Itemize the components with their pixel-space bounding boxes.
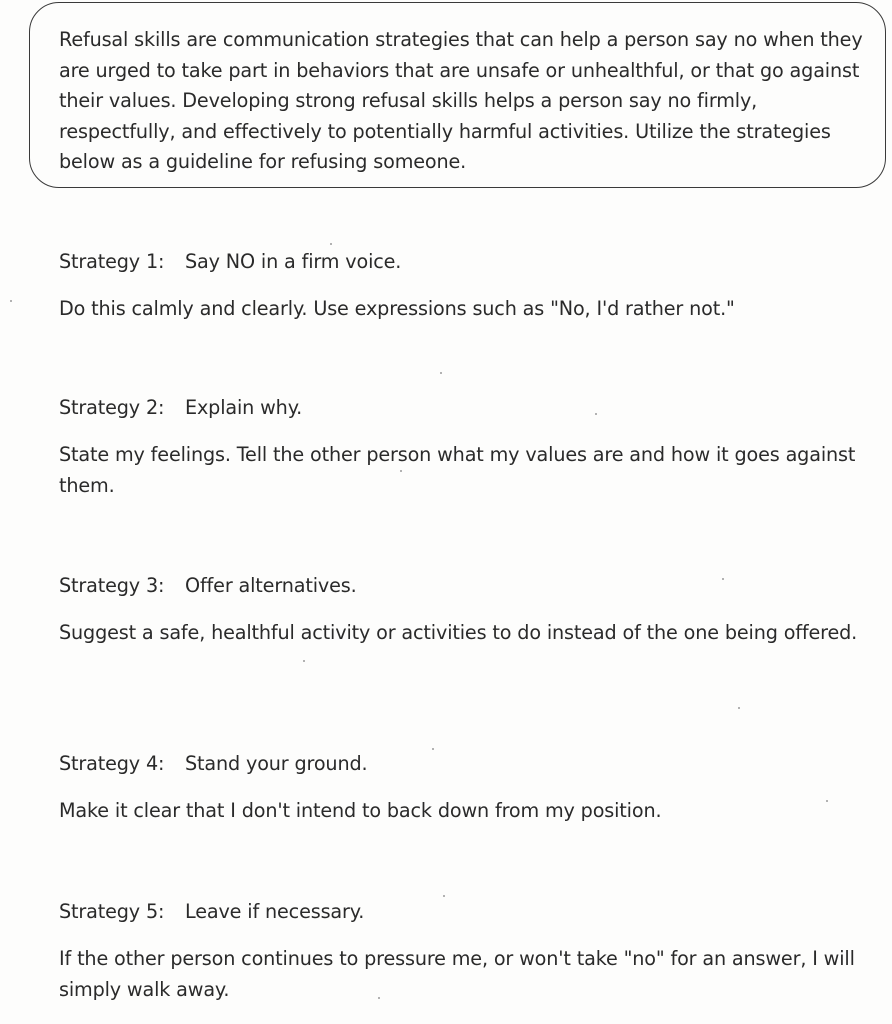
strategy-2 — [59, 393, 874, 501]
strategy-1 — [59, 247, 874, 325]
strategy-description: Suggest a safe, healthful activity or activities to do instead of the one being offered. — [59, 621, 858, 644]
strategy-title: Offer alternatives. — [185, 574, 357, 597]
strategy-number: Strategy 1: — [59, 250, 165, 273]
intro-paragraph: Refusal skills are communication strategies that can help a person say no when they are urged to take part in behaviors that are unsafe or unhealthful, or that go against their values. Developing strong refusal skills helps a person say no firmly, respectfully, and effectively to potentially harmful activities. Utilize the strategies below as a guideline for refusing someone. — [59, 28, 863, 173]
scan-speck — [10, 300, 12, 302]
strategy-heading — [59, 897, 874, 927]
scan-speck — [330, 243, 332, 245]
strategy-5 — [59, 897, 874, 1005]
strategy-3 — [59, 571, 874, 649]
strategy-number: Strategy 5: — [59, 900, 165, 923]
strategy-heading — [59, 247, 874, 277]
strategy-description: Make it clear that I don't intend to back down from my position. — [59, 799, 662, 822]
scan-speck — [595, 413, 597, 415]
strategy-title: Stand your ground. — [185, 752, 368, 775]
strategy-heading — [59, 393, 874, 423]
strategy-number: Strategy 3: — [59, 574, 165, 597]
strategy-description: State my feelings. Tell the other person what my values are and how it goes against them. — [59, 443, 856, 497]
scan-speck — [400, 470, 402, 472]
scan-speck — [432, 748, 434, 750]
strategy-4 — [59, 749, 874, 827]
scan-speck — [826, 800, 828, 802]
strategy-number: Strategy 2: — [59, 396, 165, 419]
scan-speck — [722, 578, 724, 580]
scan-speck — [443, 895, 445, 897]
scan-speck — [303, 660, 305, 662]
scan-speck — [378, 997, 380, 999]
strategy-heading — [59, 571, 874, 601]
scan-speck — [440, 372, 442, 374]
scan-speck — [738, 707, 740, 709]
strategy-description: If the other person continues to pressure me, or won't take "no" for an answer, I will simply walk away. — [59, 947, 855, 1001]
strategy-description: Do this calmly and clearly. Use expressions such as "No, I'd rather not." — [59, 297, 735, 320]
strategy-title: Leave if necessary. — [185, 900, 365, 923]
strategy-title: Explain why. — [185, 396, 303, 419]
strategy-number: Strategy 4: — [59, 752, 165, 775]
strategy-heading — [59, 749, 874, 779]
strategy-title: Say NO in a firm voice. — [185, 250, 402, 273]
